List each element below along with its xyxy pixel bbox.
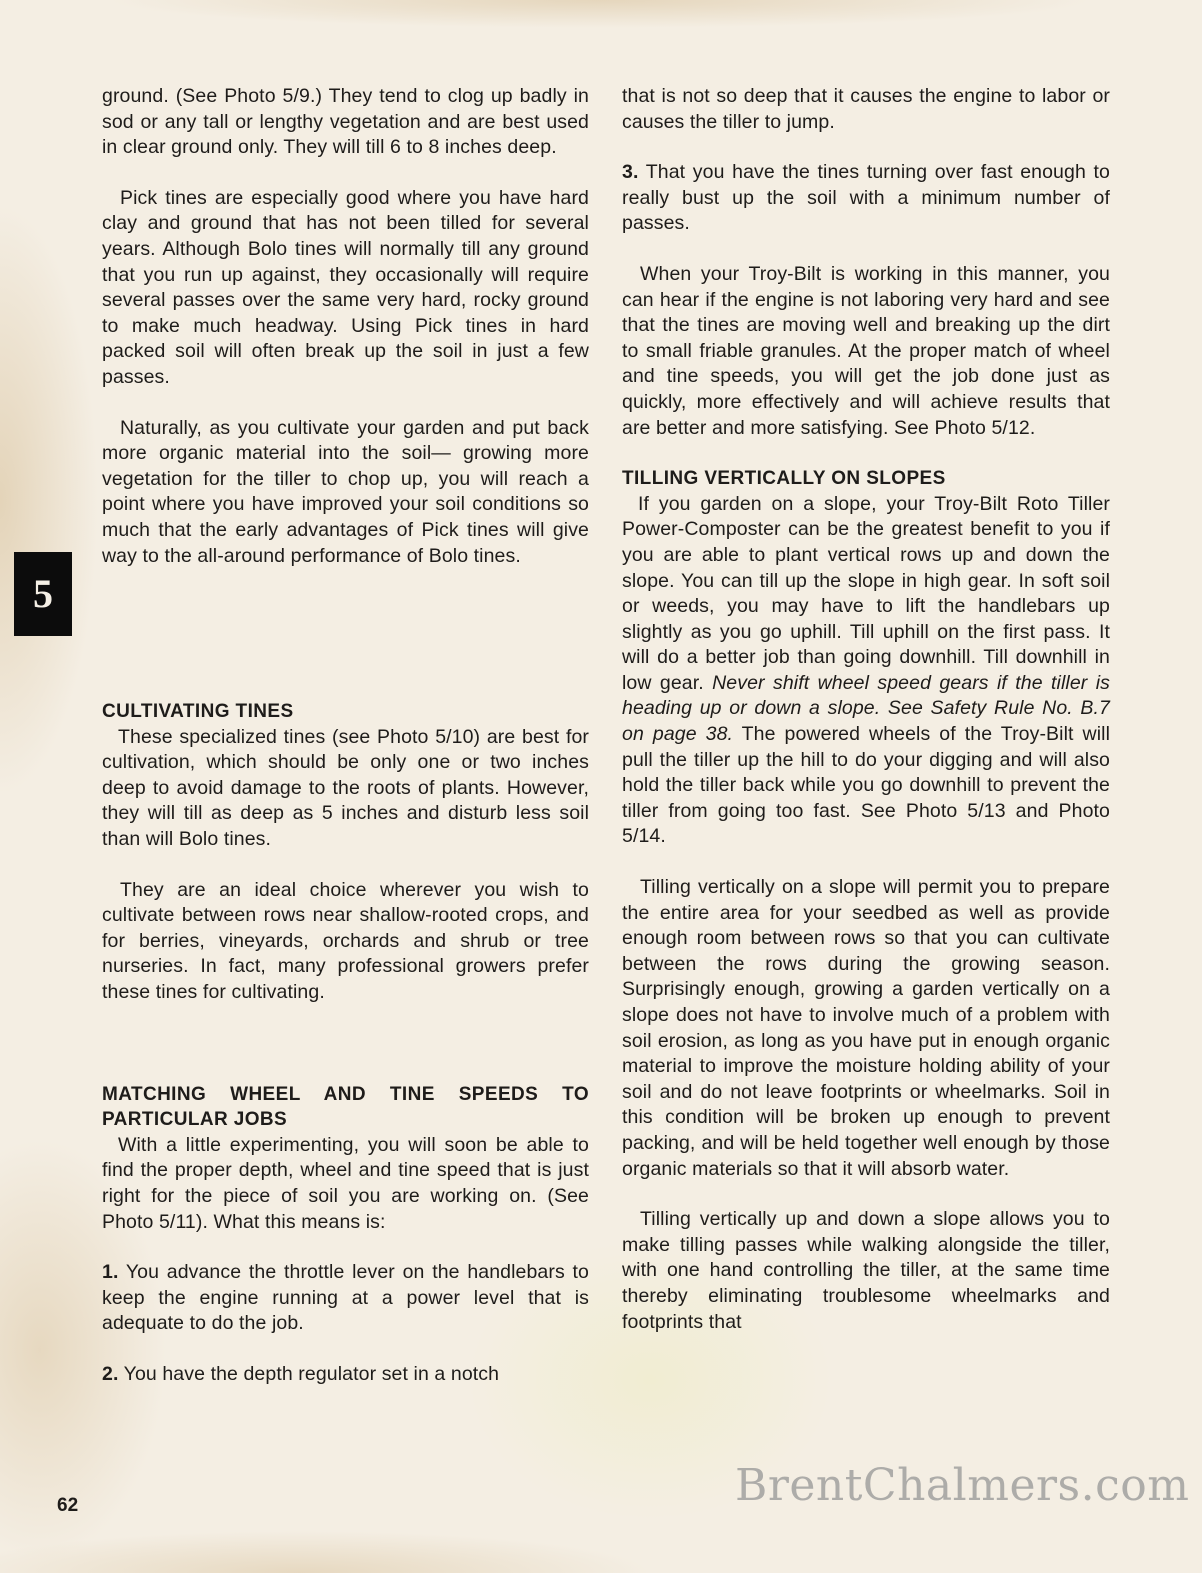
paragraph-ideal-choice: They are an ideal choice wherever you wish to cultivate between rows near shallow-rooted crops, and for berries, vineyards, orchards and shrub or tree nurseries. In fact, many professional growers prefer these tines for cultivating. [102, 878, 589, 1004]
safety-warning: Never shift wheel speed gears if the tiller is heading up or down a slope. See Safety Rule No. B.7 on page 38. [622, 671, 1110, 746]
section-tab: 5 [14, 552, 72, 636]
paragraph-ground-continued: ground. (See Photo 5/9.) They tend to clog up badly in sod or any tall or lengthy vegetation and are best used in clear ground only. They will till 6 to 8 inches deep. [102, 85, 589, 159]
list-item-1-number: 1. [102, 1261, 119, 1284]
list-item-2-number: 2. [102, 1362, 119, 1385]
paragraph-walking-alongside: Tilling vertically up and down a slope allows you to make tilling passes while walking alongside the tiller, with one hand controlling the tiller, at the same time thereby eliminating troublesome wheelmarks and footprints that [622, 1208, 1110, 1333]
paragraph-naturally: Naturally, as you cultivate your garden and put back more organic material into the soil— growing more vegetation for the tiller to chop up, you will reach a point where you have improved your soil conditions so much that the early advantages of Pick tines will give way to the all-around performance of Bolo tines. [102, 416, 589, 567]
paragraph-garden-on-slope [622, 492, 1110, 850]
right-column [622, 84, 1110, 1335]
list-item-2-text: You have the depth regulator set in a notch [123, 1362, 500, 1385]
paragraph-troy-bilt-working: When your Troy-Bilt is working in this manner, you can hear if the engine is not laboring very hard and see that the tines are moving well and breaking up the dirt to small friable granules. At the proper match of wheel and tine speeds, you will get the job done just as quickly, more effectively and will achieve results that are better and more satisfying. See Photo 5/12. [622, 262, 1110, 439]
list-item-1 [102, 1260, 589, 1337]
list-item-1-text: You advance the throttle lever on the handlebars to keep the engine running at a power level that is adequate to do the job. [102, 1261, 589, 1335]
list-item-2 [102, 1362, 589, 1388]
paragraph-experimenting: With a little experimenting, you will soon be able to find the proper depth, wheel and tine speed that is just right for the piece of soil you are working on. (See Photo 5/11). What this means is: [102, 1133, 589, 1233]
list-item-3 [622, 160, 1110, 237]
left-column [102, 84, 589, 1388]
slope-text-part-1: If you garden on a slope, your Troy-Bilt Roto Tiller Power-Composter can be the greatest benefit to you if you are able to plant vertical rows up and down the slope. You can till up the slope in high gear. In soft soil or weeds, you may have to lift the handlebars up slightly as you go uphill. Till uphill on the first pass. It will do a better job than going downhill. Till downhill in low gear. [622, 492, 1110, 694]
heading-cultivating-tines: CULTIVATING TINES [102, 701, 294, 723]
heading-tilling-slopes: TILLING VERTICALLY ON SLOPES [622, 468, 946, 490]
page-number: 62 [57, 1495, 79, 1516]
paragraph-specialized-tines: These specialized tines (see Photo 5/10) are best for cultivation, which should be only one or two inches deep to avoid damage to the roots of plants. However, they will till as deep as 5 inches and disturb less soil than will Bolo tines. [102, 725, 589, 851]
paragraph-not-so-deep: that is not so deep that it causes the engine to labor or causes the tiller to jump. [622, 85, 1110, 133]
list-item-3-number: 3. [622, 161, 639, 184]
heading-matching-speeds: MATCHING WHEEL AND TINE SPEEDS TO PARTICULAR JOBS [102, 1083, 589, 1131]
slope-text-part-2: The powered wheels of the Troy-Bilt will pull the tiller up the hill to do your digging and will also hold the tiller back while you go downhill to prevent the tiller from going too fast. See Photo 5/13 and Photo 5/14. [622, 723, 1110, 848]
list-item-3-text: That you have the tines turning over fast enough to really bust up the soil with a minimum number of passes. [622, 161, 1110, 235]
paragraph-tilling-vertically: Tilling vertically on a slope will permit you to prepare the entire area for your seedbed as well as provide enough room between rows so that you can cultivate between the rows during the growing season. Surprisingly enough, growing a garden vertically on a slope does not have to involve much of a problem with soil erosion, as long as you have put in enough organic material to improve the moisture holding ability of your soil and do not leave footprints or wheelmarks. Soil in this condition will be broken up enough to prevent packing, and will be held together well enough by those organic materials so that it will absorb water. [622, 876, 1110, 1180]
paragraph-pick-tines: Pick tines are especially good where you have hard clay and ground that has not been tilled for several years. Although Bolo tines will normally till any ground that you run up against, they occasionally will require several passes over the same very hard, rocky ground to make much headway. Using Pick tines in hard packed soil will often break up the soil in just a few passes. [102, 186, 589, 388]
watermark: BrentChalmers.com [735, 1460, 1190, 1511]
